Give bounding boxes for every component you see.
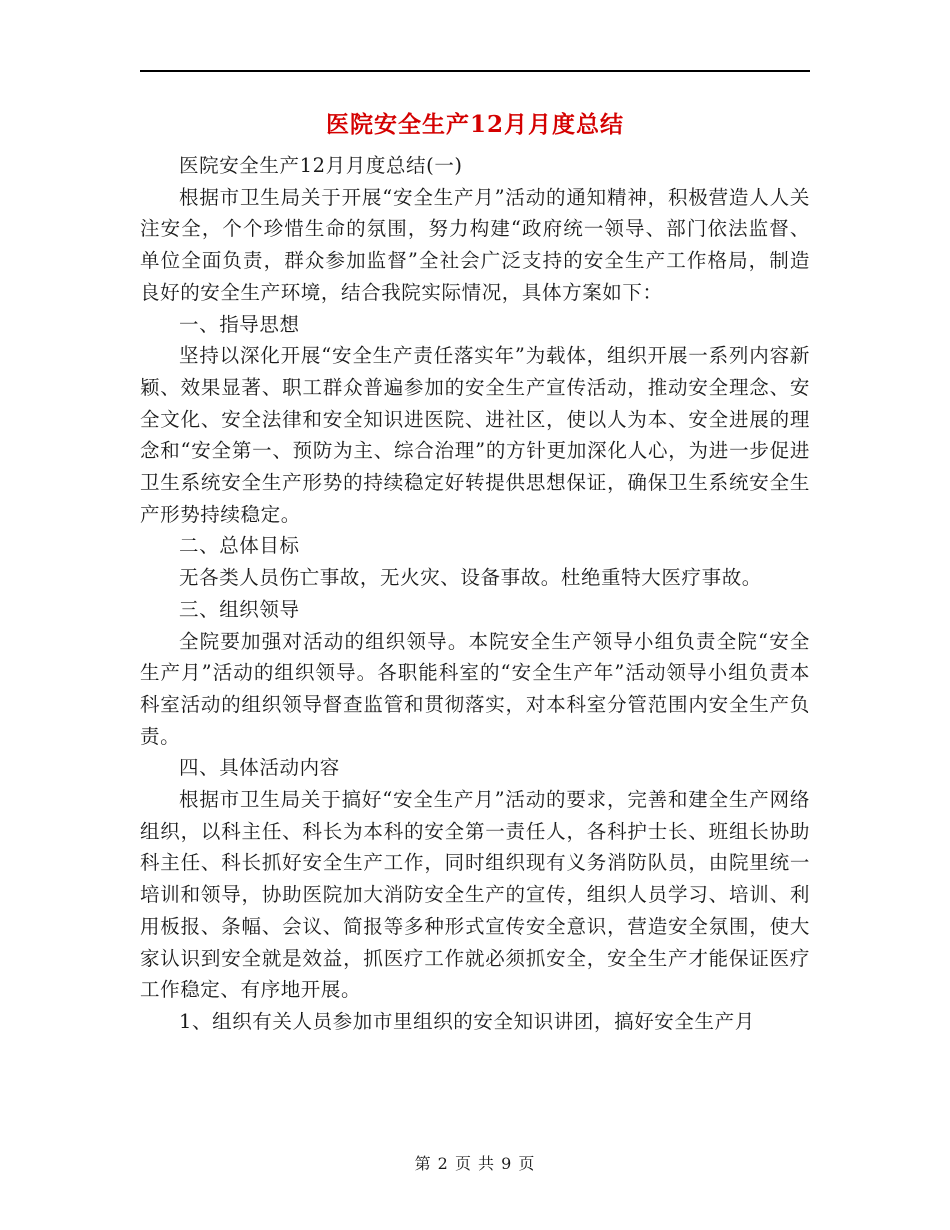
header-rule bbox=[140, 70, 810, 72]
document-body bbox=[140, 150, 810, 1038]
intro-paragraph: 根据市卫生局关于开展“安全生产月”活动的通知精神，积极营造人人关注安全，个个珍惜生命的氛围，努力构建“政府统一领导、部门依法监督、单位全面负责，群众参加监督”全社会广泛支持的安全生产工作格局，制造良好的安全生产环境，结合我院实际情况，具体方案如下： bbox=[140, 185, 810, 304]
goal-paragraph: 无各类人员伤亡事故，无火灾、设备事故。杜绝重特大医疗事故。 bbox=[179, 566, 762, 590]
content-paragraph: 根据市卫生局关于搞好“安全生产月”活动的要求，完善和建全生产网络组织，以科主任、科长为本科的安全第一责任人，各科护士长、班组长协助科主任、科长抓好安全生产工作，同时组织现有义务消防队员，由院里统一培训和领导，协助医院加大消防安全生产的宣传，组织人员学习、培训、利用板报、条幅、会议、简报等多种形式宣传安全意识，营造安全氛围，使大家认识到安全就是效益，抓医疗工作就必须抓安全，安全生产才能保证医疗工作稳定、有序地开展。 bbox=[140, 788, 810, 1002]
organization-paragraph: 全院要加强对活动的组织领导。本院安全生产领导小组负责全院“安全生产月”活动的组织领导。各职能科室的“安全生产年”活动领导小组负责本科室活动的组织领导督查监管和贯彻落实，对本科室分管范围内安全生产负责。 bbox=[140, 629, 810, 748]
section-heading-goal: 二、总体目标 bbox=[179, 534, 300, 558]
section-heading-organization: 三、组织领导 bbox=[179, 597, 300, 621]
section-heading-guiding: 一、指导思想 bbox=[179, 312, 300, 336]
document-subtitle: 医院安全生产12月月度总结(一) bbox=[179, 154, 463, 177]
page-number-footer: 第 2 页 共 9 页 bbox=[414, 1154, 536, 1173]
item-1-paragraph: 1、组织有关人员参加市里组织的安全知识讲团，搞好安全生产月 bbox=[179, 1009, 755, 1033]
section-heading-content: 四、具体活动内容 bbox=[179, 756, 340, 780]
document-title: 医院安全生产12月月度总结 bbox=[325, 111, 624, 138]
guiding-paragraph: 坚持以深化开展“安全生产责任落实年”为载体，组织开展一系列内容新颖、效果显著、职工群众普遍参加的安全生产宣传活动，推动安全理念、安全文化、安全法律和安全知识进医院、进社区，使以人为本、安全进展的理念和“安全第一、预防为主、综合治理”的方针更加深化人心，为进一步促进卫生系统安全生产形势的持续稳定好转提供思想保证，确保卫生系统安全生产形势持续稳定。 bbox=[140, 344, 810, 526]
